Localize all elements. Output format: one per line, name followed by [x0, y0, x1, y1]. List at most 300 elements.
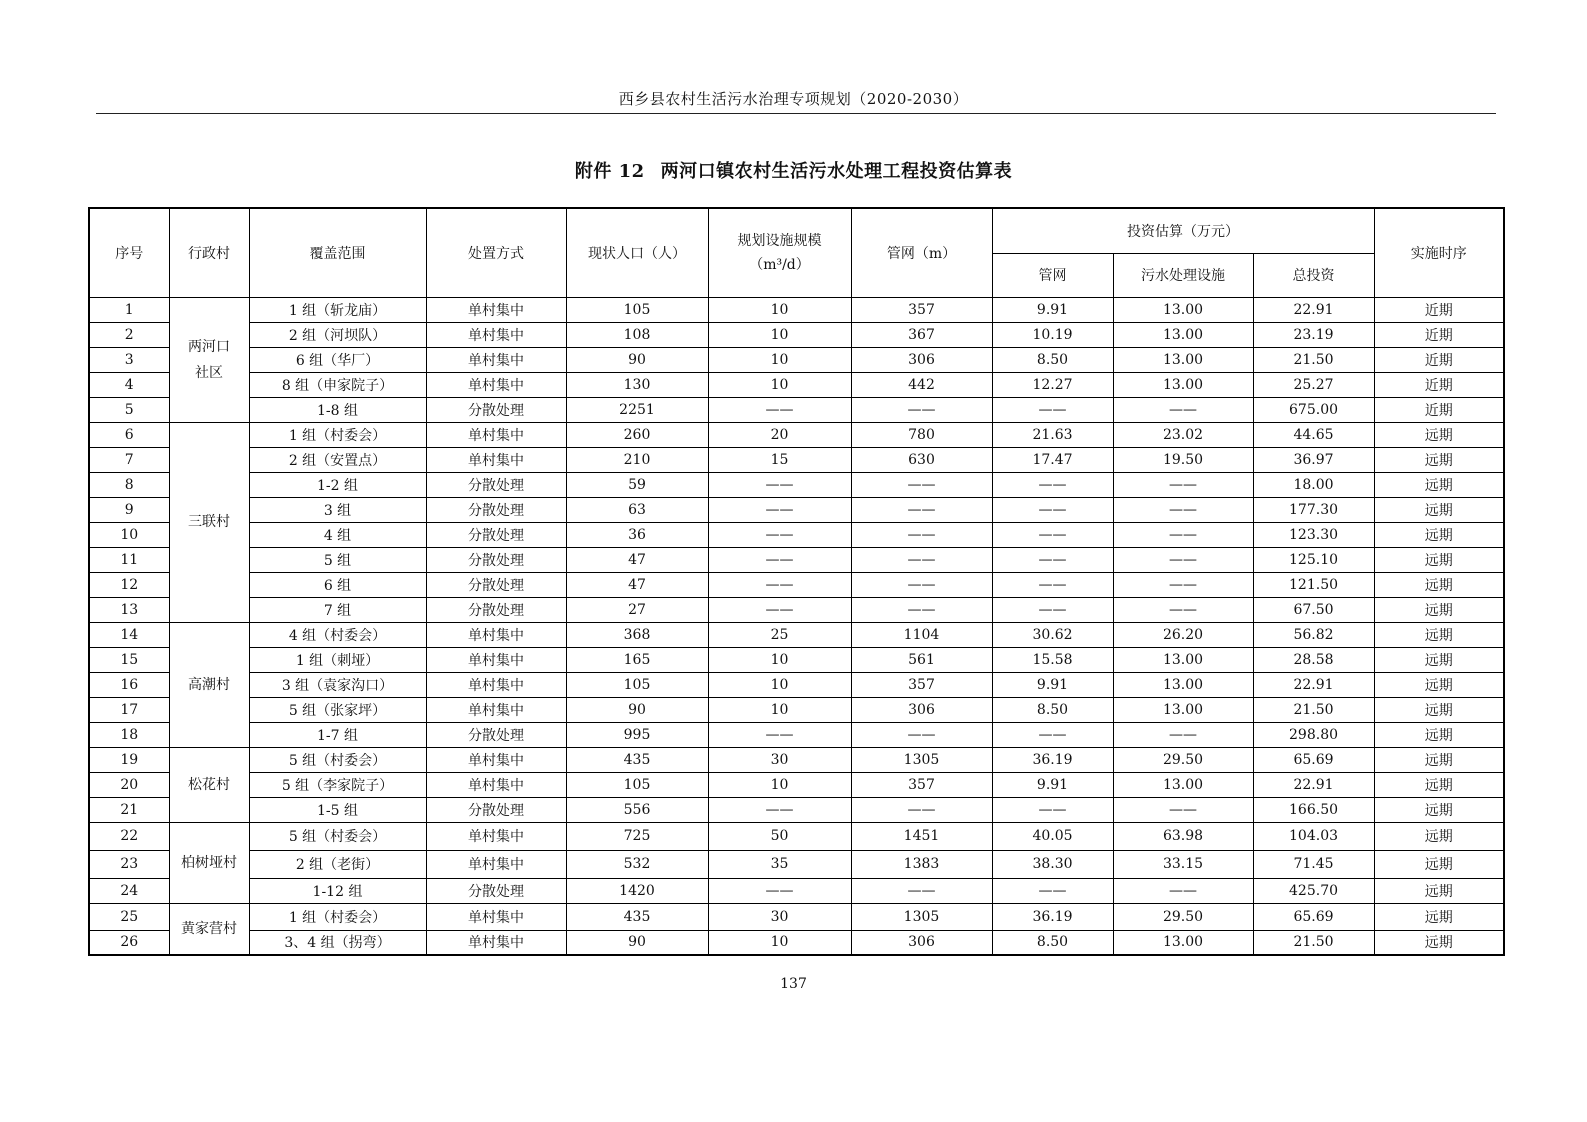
row-no: 6 — [89, 422, 169, 447]
invest-total-cell: 123.30 — [1253, 522, 1374, 547]
row-no: 15 — [89, 647, 169, 672]
invest-pipe-cell: —— — [992, 797, 1113, 822]
invest-pipe-cell: 36.19 — [992, 747, 1113, 772]
population-cell: 59 — [566, 472, 708, 497]
table-row — [89, 472, 1504, 497]
pipe-length-cell: 306 — [851, 930, 992, 955]
invest-facility-cell: —— — [1113, 547, 1253, 572]
row-no: 1 — [89, 297, 169, 322]
method-cell: 分散处理 — [426, 597, 566, 622]
village-cell: 柏树垭村 — [169, 822, 249, 903]
phase-cell: 远期 — [1374, 497, 1504, 522]
population-cell: 435 — [566, 747, 708, 772]
invest-facility-cell: 13.00 — [1113, 930, 1253, 955]
method-cell: 单村集中 — [426, 772, 566, 797]
phase-cell: 远期 — [1374, 722, 1504, 747]
invest-facility-cell: 19.50 — [1113, 447, 1253, 472]
pipe-length-cell: —— — [851, 572, 992, 597]
invest-facility-cell: —— — [1113, 397, 1253, 422]
pipe-length-cell: 1383 — [851, 850, 992, 878]
coverage-cell: 1-2 组 — [249, 472, 426, 497]
coverage-cell: 8 组（申家院子） — [249, 372, 426, 397]
coverage-cell: 1-12 组 — [249, 878, 426, 903]
coverage-cell: 5 组（村委会） — [249, 747, 426, 772]
phase-cell: 近期 — [1374, 322, 1504, 347]
table-row — [89, 697, 1504, 722]
scale-cell: —— — [708, 522, 851, 547]
row-no: 10 — [89, 522, 169, 547]
row-no: 26 — [89, 930, 169, 955]
row-no: 7 — [89, 447, 169, 472]
table-row — [89, 903, 1504, 930]
phase-cell: 远期 — [1374, 547, 1504, 572]
phase-cell: 近期 — [1374, 372, 1504, 397]
scale-cell: 10 — [708, 372, 851, 397]
scale-cell: 25 — [708, 622, 851, 647]
header-investment-group: 投资估算（万元） — [992, 208, 1374, 253]
invest-facility-cell: 23.02 — [1113, 422, 1253, 447]
table-row — [89, 597, 1504, 622]
village-cell: 黄家营村 — [169, 903, 249, 955]
pipe-length-cell: 306 — [851, 347, 992, 372]
row-no: 4 — [89, 372, 169, 397]
header-rule — [96, 113, 1496, 114]
population-cell: 105 — [566, 297, 708, 322]
scale-cell: —— — [708, 397, 851, 422]
scale-cell: 10 — [708, 697, 851, 722]
population-cell: 210 — [566, 447, 708, 472]
phase-cell: 远期 — [1374, 522, 1504, 547]
scale-cell: 10 — [708, 297, 851, 322]
invest-total-cell: 177.30 — [1253, 497, 1374, 522]
pipe-length-cell: 1104 — [851, 622, 992, 647]
scale-cell: —— — [708, 472, 851, 497]
coverage-cell: 3、4 组（拐弯） — [249, 930, 426, 955]
invest-pipe-cell: 8.50 — [992, 697, 1113, 722]
population-cell: 47 — [566, 547, 708, 572]
method-cell: 分散处理 — [426, 547, 566, 572]
method-cell: 分散处理 — [426, 397, 566, 422]
invest-total-cell: 22.91 — [1253, 772, 1374, 797]
population-cell: 47 — [566, 572, 708, 597]
header-scale-label: 规划设施规模 — [737, 232, 822, 249]
invest-pipe-cell: 15.58 — [992, 647, 1113, 672]
invest-total-cell: 56.82 — [1253, 622, 1374, 647]
invest-pipe-cell: —— — [992, 547, 1113, 572]
phase-cell: 远期 — [1374, 850, 1504, 878]
method-cell: 单村集中 — [426, 647, 566, 672]
invest-total-cell: 21.50 — [1253, 347, 1374, 372]
method-cell: 单村集中 — [426, 822, 566, 850]
method-cell: 分散处理 — [426, 878, 566, 903]
invest-facility-cell: 29.50 — [1113, 903, 1253, 930]
invest-facility-cell: 29.50 — [1113, 747, 1253, 772]
phase-cell: 远期 — [1374, 422, 1504, 447]
page-number: 137 — [780, 976, 807, 992]
invest-total-cell: 28.58 — [1253, 647, 1374, 672]
method-cell: 单村集中 — [426, 297, 566, 322]
population-cell: 165 — [566, 647, 708, 672]
invest-pipe-cell: —— — [992, 722, 1113, 747]
table-row — [89, 797, 1504, 822]
scale-cell: —— — [708, 572, 851, 597]
coverage-cell: 4 组 — [249, 522, 426, 547]
row-no: 20 — [89, 772, 169, 797]
pipe-length-cell: —— — [851, 397, 992, 422]
coverage-cell: 3 组 — [249, 497, 426, 522]
method-cell: 单村集中 — [426, 422, 566, 447]
annex-label: 附件 12 — [574, 161, 645, 182]
pipe-length-cell: —— — [851, 797, 992, 822]
population-cell: 556 — [566, 797, 708, 822]
phase-cell: 远期 — [1374, 622, 1504, 647]
method-cell: 单村集中 — [426, 697, 566, 722]
row-no: 16 — [89, 672, 169, 697]
scale-cell: 10 — [708, 347, 851, 372]
invest-facility-cell: 33.15 — [1113, 850, 1253, 878]
coverage-cell: 1 组（村委会） — [249, 422, 426, 447]
table-row — [89, 672, 1504, 697]
table-row — [89, 850, 1504, 878]
invest-total-cell: 25.27 — [1253, 372, 1374, 397]
population-cell: 532 — [566, 850, 708, 878]
population-cell: 368 — [566, 622, 708, 647]
pipe-length-cell: —— — [851, 547, 992, 572]
header-invest-total: 总投资 — [1253, 253, 1374, 297]
header-scale-unit: （m³/d） — [749, 256, 810, 273]
method-cell: 分散处理 — [426, 572, 566, 597]
invest-pipe-cell: 9.91 — [992, 772, 1113, 797]
invest-facility-cell: 13.00 — [1113, 322, 1253, 347]
village-cell: 高潮村 — [169, 622, 249, 747]
population-cell: 995 — [566, 722, 708, 747]
pipe-length-cell: 357 — [851, 672, 992, 697]
pipe-length-cell: 1305 — [851, 747, 992, 772]
table-row — [89, 547, 1504, 572]
invest-total-cell: 104.03 — [1253, 822, 1374, 850]
scale-cell: 35 — [708, 850, 851, 878]
population-cell: 90 — [566, 930, 708, 955]
table-row — [89, 747, 1504, 772]
method-cell: 单村集中 — [426, 672, 566, 697]
table-row — [89, 297, 1504, 322]
table-row — [89, 522, 1504, 547]
invest-pipe-cell: —— — [992, 472, 1113, 497]
phase-cell: 远期 — [1374, 697, 1504, 722]
method-cell: 单村集中 — [426, 447, 566, 472]
row-no: 9 — [89, 497, 169, 522]
invest-pipe-cell: —— — [992, 878, 1113, 903]
scale-cell: 50 — [708, 822, 851, 850]
phase-cell: 远期 — [1374, 930, 1504, 955]
invest-pipe-cell: 40.05 — [992, 822, 1113, 850]
coverage-cell: 1-7 组 — [249, 722, 426, 747]
coverage-cell: 7 组 — [249, 597, 426, 622]
pipe-length-cell: 442 — [851, 372, 992, 397]
pipe-length-cell: 357 — [851, 297, 992, 322]
invest-total-cell: 44.65 — [1253, 422, 1374, 447]
village-cell: 松花村 — [169, 747, 249, 822]
header-scale — [708, 208, 851, 297]
header-method: 处置方式 — [426, 208, 566, 297]
phase-cell: 远期 — [1374, 572, 1504, 597]
coverage-cell: 6 组 — [249, 572, 426, 597]
invest-pipe-cell: 9.91 — [992, 672, 1113, 697]
table-row — [89, 372, 1504, 397]
header-no: 序号 — [89, 208, 169, 297]
scale-cell: 15 — [708, 447, 851, 472]
pipe-length-cell: 306 — [851, 697, 992, 722]
method-cell: 单村集中 — [426, 622, 566, 647]
table-header — [89, 208, 1504, 297]
table-row — [89, 322, 1504, 347]
phase-cell: 近期 — [1374, 297, 1504, 322]
coverage-cell: 1-8 组 — [249, 397, 426, 422]
table-row — [89, 930, 1504, 955]
invest-facility-cell: —— — [1113, 522, 1253, 547]
scale-cell: 10 — [708, 647, 851, 672]
table-row — [89, 447, 1504, 472]
coverage-cell: 1-5 组 — [249, 797, 426, 822]
table-row — [89, 772, 1504, 797]
invest-total-cell: 18.00 — [1253, 472, 1374, 497]
row-no: 24 — [89, 878, 169, 903]
coverage-cell: 4 组（村委会） — [249, 622, 426, 647]
pipe-length-cell: 367 — [851, 322, 992, 347]
table-row — [89, 878, 1504, 903]
title-text: 两河口镇农村生活污水处理工程投资估算表 — [660, 161, 1013, 182]
method-cell: 单村集中 — [426, 850, 566, 878]
running-header: 西乡县农村生活污水治理专项规划（2020-2030） — [618, 90, 969, 108]
header-village: 行政村 — [169, 208, 249, 297]
method-cell: 分散处理 — [426, 522, 566, 547]
invest-total-cell: 23.19 — [1253, 322, 1374, 347]
phase-cell: 远期 — [1374, 597, 1504, 622]
phase-cell: 远期 — [1374, 647, 1504, 672]
invest-pipe-cell: 10.19 — [992, 322, 1113, 347]
phase-cell: 近期 — [1374, 397, 1504, 422]
invest-total-cell: 22.91 — [1253, 297, 1374, 322]
invest-total-cell: 298.80 — [1253, 722, 1374, 747]
coverage-cell: 5 组（村委会） — [249, 822, 426, 850]
invest-total-cell: 67.50 — [1253, 597, 1374, 622]
method-cell: 分散处理 — [426, 497, 566, 522]
scale-cell: —— — [708, 597, 851, 622]
invest-total-cell: 675.00 — [1253, 397, 1374, 422]
header-coverage: 覆盖范围 — [249, 208, 426, 297]
method-cell: 单村集中 — [426, 747, 566, 772]
scale-cell: 10 — [708, 930, 851, 955]
invest-facility-cell: 63.98 — [1113, 822, 1253, 850]
invest-pipe-cell: 8.50 — [992, 930, 1113, 955]
scale-cell: 10 — [708, 672, 851, 697]
phase-cell: 远期 — [1374, 772, 1504, 797]
row-no: 2 — [89, 322, 169, 347]
header-pipe-length: 管网（m） — [851, 208, 992, 297]
invest-pipe-cell: —— — [992, 522, 1113, 547]
pipe-length-cell: 1305 — [851, 903, 992, 930]
scale-cell: —— — [708, 722, 851, 747]
method-cell: 分散处理 — [426, 797, 566, 822]
invest-pipe-cell: 36.19 — [992, 903, 1113, 930]
row-no: 19 — [89, 747, 169, 772]
invest-pipe-cell: 12.27 — [992, 372, 1113, 397]
invest-facility-cell: —— — [1113, 472, 1253, 497]
method-cell: 单村集中 — [426, 903, 566, 930]
header-population: 现状人口（人） — [566, 208, 708, 297]
pipe-length-cell: —— — [851, 497, 992, 522]
row-no: 3 — [89, 347, 169, 372]
header-phase: 实施时序 — [1374, 208, 1504, 297]
population-cell: 108 — [566, 322, 708, 347]
invest-facility-cell: 13.00 — [1113, 672, 1253, 697]
invest-total-cell: 125.10 — [1253, 547, 1374, 572]
row-no: 11 — [89, 547, 169, 572]
population-cell: 435 — [566, 903, 708, 930]
pipe-length-cell: —— — [851, 597, 992, 622]
pipe-length-cell: —— — [851, 522, 992, 547]
row-no: 21 — [89, 797, 169, 822]
invest-total-cell: 71.45 — [1253, 850, 1374, 878]
invest-facility-cell: 13.00 — [1113, 347, 1253, 372]
phase-cell: 远期 — [1374, 747, 1504, 772]
coverage-cell: 1 组（村委会） — [249, 903, 426, 930]
pipe-length-cell: 1451 — [851, 822, 992, 850]
population-cell: 130 — [566, 372, 708, 397]
scale-cell: —— — [708, 797, 851, 822]
table-row — [89, 572, 1504, 597]
village-cell: 两河口社区 — [169, 297, 249, 422]
table-row — [89, 497, 1504, 522]
phase-cell: 远期 — [1374, 903, 1504, 930]
investment-table — [88, 207, 1505, 956]
invest-facility-cell: 13.00 — [1113, 697, 1253, 722]
invest-pipe-cell: 21.63 — [992, 422, 1113, 447]
village-cell: 三联村 — [169, 422, 249, 622]
row-no: 23 — [89, 850, 169, 878]
invest-facility-cell: 26.20 — [1113, 622, 1253, 647]
table-title — [0, 157, 1587, 183]
population-cell: 725 — [566, 822, 708, 850]
invest-facility-cell: 13.00 — [1113, 372, 1253, 397]
table-row — [89, 347, 1504, 372]
invest-facility-cell: —— — [1113, 497, 1253, 522]
scale-cell: 20 — [708, 422, 851, 447]
scale-cell: 30 — [708, 747, 851, 772]
invest-pipe-cell: 30.62 — [992, 622, 1113, 647]
phase-cell: 远期 — [1374, 878, 1504, 903]
row-no: 14 — [89, 622, 169, 647]
invest-pipe-cell: 8.50 — [992, 347, 1113, 372]
row-no: 12 — [89, 572, 169, 597]
invest-pipe-cell: 17.47 — [992, 447, 1113, 472]
coverage-cell: 1 组（刺垭） — [249, 647, 426, 672]
invest-facility-cell: 13.00 — [1113, 647, 1253, 672]
pipe-length-cell: 780 — [851, 422, 992, 447]
population-cell: 36 — [566, 522, 708, 547]
scale-cell: 10 — [708, 772, 851, 797]
table-row — [89, 622, 1504, 647]
table-row — [89, 422, 1504, 447]
invest-total-cell: 121.50 — [1253, 572, 1374, 597]
invest-total-cell: 36.97 — [1253, 447, 1374, 472]
coverage-cell: 5 组（张家坪） — [249, 697, 426, 722]
invest-pipe-cell: —— — [992, 397, 1113, 422]
pipe-length-cell: —— — [851, 472, 992, 497]
header-invest-pipe: 管网 — [992, 253, 1113, 297]
method-cell: 单村集中 — [426, 322, 566, 347]
row-no: 13 — [89, 597, 169, 622]
method-cell: 分散处理 — [426, 472, 566, 497]
invest-facility-cell: —— — [1113, 722, 1253, 747]
invest-facility-cell: —— — [1113, 572, 1253, 597]
invest-total-cell: 21.50 — [1253, 697, 1374, 722]
coverage-cell: 6 组（华厂） — [249, 347, 426, 372]
population-cell: 105 — [566, 772, 708, 797]
population-cell: 105 — [566, 672, 708, 697]
population-cell: 90 — [566, 697, 708, 722]
row-no: 25 — [89, 903, 169, 930]
population-cell: 260 — [566, 422, 708, 447]
phase-cell: 远期 — [1374, 822, 1504, 850]
method-cell: 单村集中 — [426, 347, 566, 372]
scale-cell: 30 — [708, 903, 851, 930]
population-cell: 27 — [566, 597, 708, 622]
coverage-cell: 2 组（河坝队） — [249, 322, 426, 347]
table-body — [89, 297, 1504, 955]
population-cell: 90 — [566, 347, 708, 372]
phase-cell: 远期 — [1374, 797, 1504, 822]
invest-total-cell: 22.91 — [1253, 672, 1374, 697]
scale-cell: —— — [708, 547, 851, 572]
invest-facility-cell: 13.00 — [1113, 772, 1253, 797]
coverage-cell: 2 组（安置点） — [249, 447, 426, 472]
invest-pipe-cell: —— — [992, 572, 1113, 597]
method-cell: 分散处理 — [426, 722, 566, 747]
pipe-length-cell: 561 — [851, 647, 992, 672]
population-cell: 63 — [566, 497, 708, 522]
invest-pipe-cell: —— — [992, 597, 1113, 622]
pipe-length-cell: 630 — [851, 447, 992, 472]
invest-pipe-cell: 9.91 — [992, 297, 1113, 322]
table-row — [89, 822, 1504, 850]
coverage-cell: 1 组（斩龙庙） — [249, 297, 426, 322]
pipe-length-cell: —— — [851, 878, 992, 903]
invest-facility-cell: —— — [1113, 797, 1253, 822]
invest-total-cell: 166.50 — [1253, 797, 1374, 822]
row-no: 22 — [89, 822, 169, 850]
phase-cell: 远期 — [1374, 447, 1504, 472]
coverage-cell: 2 组（老街） — [249, 850, 426, 878]
population-cell: 2251 — [566, 397, 708, 422]
table-row — [89, 722, 1504, 747]
coverage-cell: 5 组 — [249, 547, 426, 572]
header-invest-facility: 污水处理设施 — [1113, 253, 1253, 297]
invest-total-cell: 65.69 — [1253, 747, 1374, 772]
scale-cell: 10 — [708, 322, 851, 347]
invest-facility-cell: 13.00 — [1113, 297, 1253, 322]
invest-facility-cell: —— — [1113, 878, 1253, 903]
coverage-cell: 3 组（袁家沟口） — [249, 672, 426, 697]
scale-cell: —— — [708, 497, 851, 522]
row-no: 5 — [89, 397, 169, 422]
method-cell: 单村集中 — [426, 930, 566, 955]
scale-cell: —— — [708, 878, 851, 903]
phase-cell: 远期 — [1374, 672, 1504, 697]
table-row — [89, 397, 1504, 422]
invest-total-cell: 425.70 — [1253, 878, 1374, 903]
population-cell: 1420 — [566, 878, 708, 903]
